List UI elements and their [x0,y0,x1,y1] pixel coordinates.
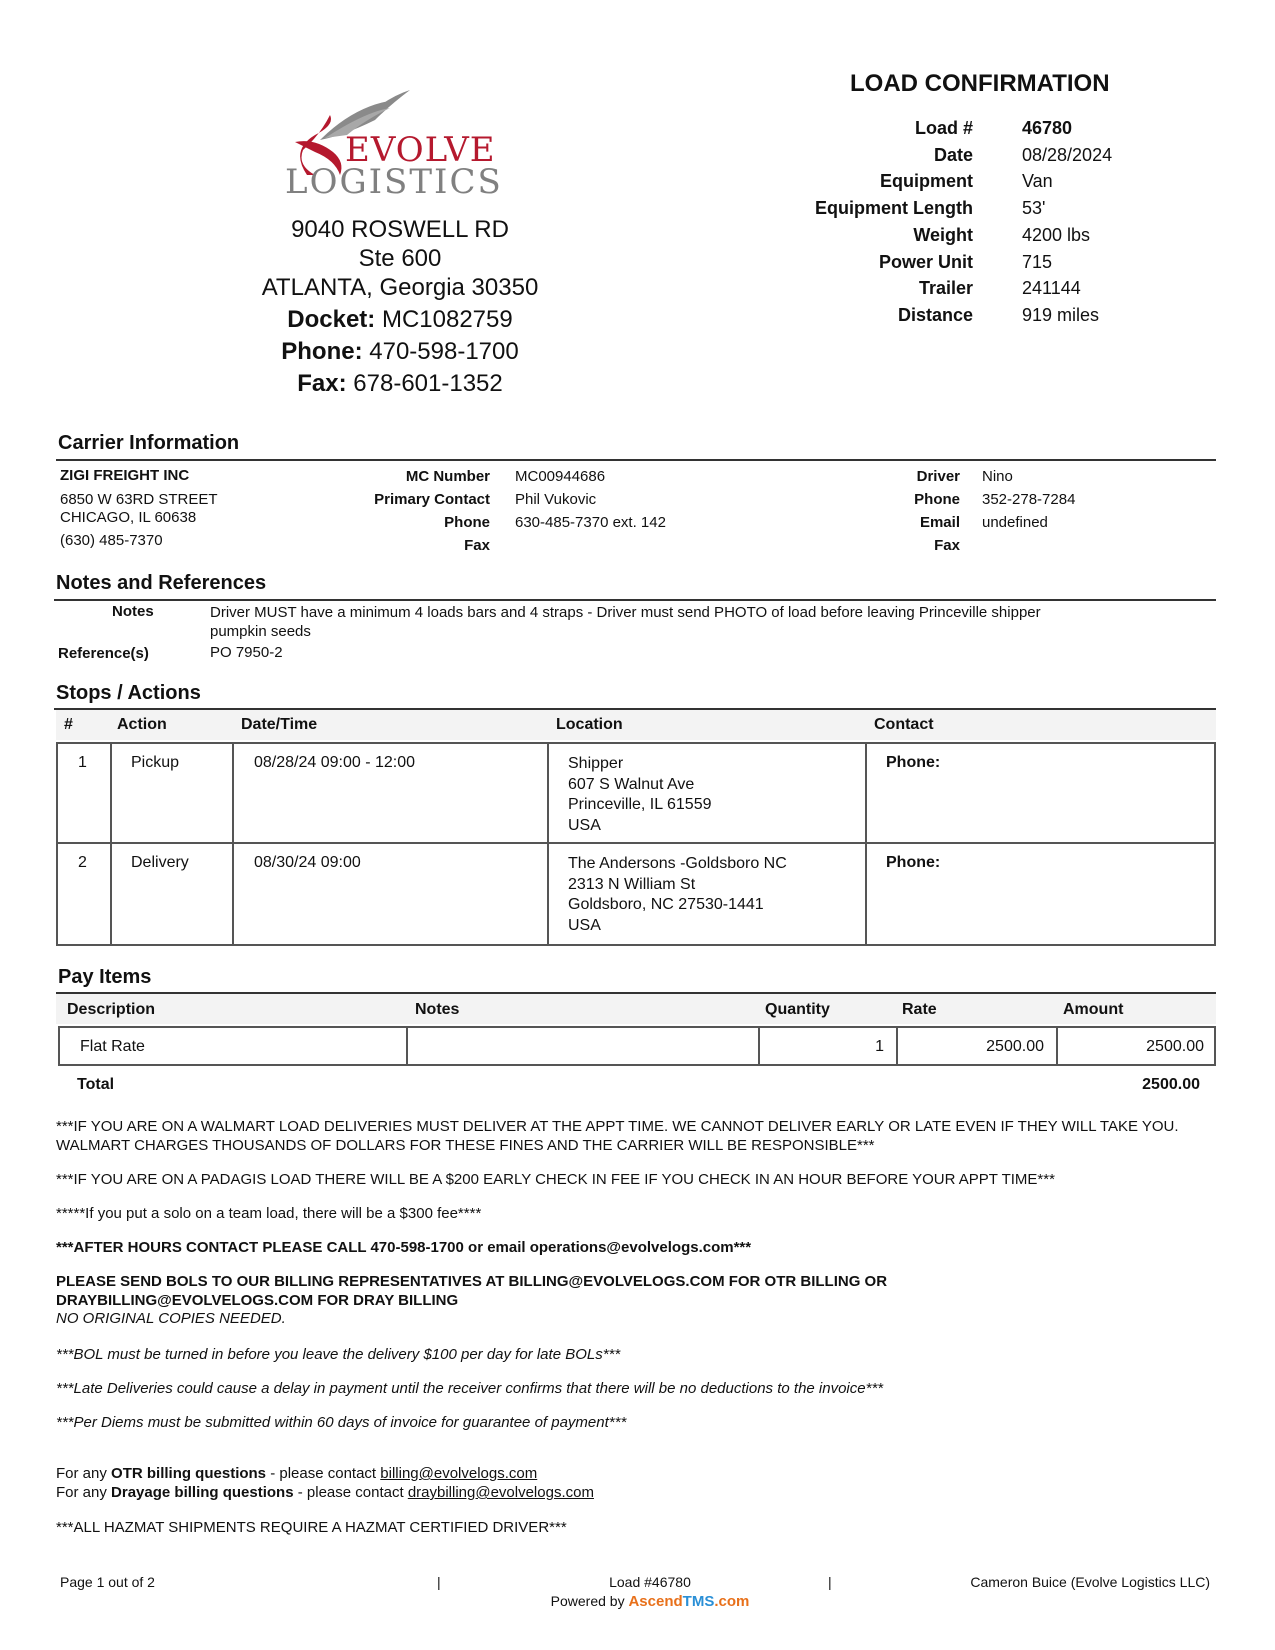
stops-header-contact: Contact [874,716,934,733]
pay-header-rate: Rate [902,1001,937,1018]
pay-quantity: 1 [875,1038,884,1055]
load-detail-value: 4200 lbs [1022,224,1091,245]
driver-values [982,465,1075,557]
stops-section-title: Stops / Actions [56,682,201,704]
stops-header-num: # [64,716,73,733]
pay-total-label: Total [77,1076,115,1093]
driver-email: undefined [982,514,1048,531]
load-detail-label: Load # [914,118,973,138]
load-detail-value: 08/28/2024 [1022,144,1113,165]
load-detail-row [810,222,1210,249]
stop-datetime: 08/30/24 09:00 [254,854,361,871]
phone-line: Phone: 470-598-1700 [281,338,519,365]
driver-name: Nino [982,468,1013,485]
stop-num: 2 [78,854,87,871]
stop-row [56,742,1216,844]
pay-section-title: Pay Items [58,966,152,988]
fax-line: Fax: 678-601-1352 [297,370,503,397]
carrier-name: ZIGI FREIGHT INC [60,467,190,484]
driver-labels: Driver Phone Email Fax [914,468,960,554]
primary-contact: Phil Vukovic [515,491,597,508]
load-detail-label: Weight [913,224,973,245]
footer-powered-by: Powered by AscendTMS.com [550,1593,750,1610]
term-hazmat: ***ALL HAZMAT SHIPMENTS REQUIRE A HAZMAT CERTIFIED DRIVER*** [56,1519,567,1536]
load-detail-row [810,142,1210,169]
notes-label: Notes [112,603,154,620]
stops-header-location: Location [556,716,623,733]
company-logo [285,80,515,205]
company-address [230,215,570,398]
mc-number: MC00944686 [515,468,606,485]
pay-header-quantity: Quantity [765,1001,830,1018]
term-late-deliveries: ***Late Deliveries could cause a delay in payment until the receiver confirms that there will be no deductions to the invoice*** [56,1380,884,1397]
term-walmart: ***IF YOU ARE ON A WALMART LOAD DELIVERIES MUST DELIVER AT THE APPT TIME. WE CANNOT DELIVER EARLY OR LATE EVEN IF THEY WILL TAKE YOU. WALMART CHARGES THOUSANDS OF DOLLARS FOR THESE FINES AND THE CARRIER WILL BE RESPONSIBLE*** [56,1118,1179,1154]
term-bol-late: ***BOL must be turned in before you leave the delivery $100 per day for late BOLs*** [56,1346,621,1363]
carrier-contact-values [515,465,666,557]
stop-num: 1 [78,754,87,771]
stops-header-action: Action [117,716,167,733]
load-detail-row [810,168,1210,195]
otr-billing-line: For any OTR billing questions - please contact billing@evolvelogs.com [56,1465,538,1482]
reference-label: Reference(s) [58,645,149,662]
carrier-address-2: CHICAGO, IL 60638 [60,509,197,526]
load-details [810,115,1210,329]
load-detail-value: 919 miles [1022,304,1100,325]
carrier-phone: (630) 485-7370 [60,532,163,549]
load-detail-row [810,195,1210,222]
address-line-3: ATLANTA, Georgia 30350 [261,274,539,301]
contact-phone: 630-485-7370 ext. 142 [515,514,666,531]
term-padagis: ***IF YOU ARE ON A PADAGIS LOAD THERE WILL BE A $200 EARLY CHECK IN FEE IF YOU CHECK IN AN HOUR BEFORE YOUR APPT TIME*** [56,1171,1055,1188]
load-detail-label: Equipment Length [815,198,973,219]
footer-sep-1: | [437,1574,441,1590]
load-detail-value: Van [1022,171,1053,192]
load-detail-row [810,115,1210,142]
logo-text-logistics: LOGISTICS [285,162,503,202]
load-detail-value: 241144 [1022,278,1081,299]
stop-row [56,842,1216,946]
stop-location: The Andersons -Goldsboro NC 2313 N William St Goldsboro, NC 27530-1441 USA [568,855,787,934]
term-per-diems: ***Per Diems must be submitted within 60 days of invoice for guarantee of payment*** [56,1414,627,1431]
term-bols: PLEASE SEND BOLS TO OUR BILLING REPRESENTATIVES AT BILLING@EVOLVELOGS.COM FOR OTR BILLING OR DRAYBILLING@EVOLVELOGS.COM FOR DRAY BILLING NO ORIGINAL COPIES NEEDED. [56,1273,888,1327]
footer-user: Cameron Buice (Evolve Logistics LLC) [970,1574,1210,1590]
address-line-2: Ste 600 [358,245,442,272]
docket-line: Docket: MC1082759 [287,306,513,333]
stop-contact: Phone: [886,754,941,771]
load-detail-label: Distance [897,304,973,325]
load-detail-row [810,249,1210,276]
pay-rate: 2500.00 [986,1038,1044,1055]
pay-header-amount: Amount [1063,1001,1124,1018]
pay-amount: 2500.00 [1146,1038,1204,1055]
otr-billing-email-link[interactable]: billing@evolvelogs.com [380,1465,538,1482]
carrier-block [60,465,218,551]
term-after-hours: ***AFTER HOURS CONTACT PLEASE CALL 470-598-1700 or email operations@evolvelogs.com*** [56,1239,752,1256]
load-detail-label: Equipment [880,171,973,192]
load-detail-label: Power Unit [878,251,973,272]
pay-header-notes: Notes [415,1001,460,1018]
load-detail-label: Date [933,144,973,165]
stops-header-datetime: Date/Time [241,716,318,733]
notes-text: Driver MUST have a minimum 4 loads bars and 4 straps - Driver must send PHOTO of load before leaving Princeville shipper pumpkin seeds [210,604,1041,640]
reference-value: PO 7950-2 [210,644,283,661]
dray-billing-line: For any Drayage billing questions - please contact draybilling@evolvelogs.com [56,1484,594,1501]
driver-phone: 352-278-7284 [982,491,1076,508]
term-solo: *****If you put a solo on a team load, there will be a $300 fee**** [56,1205,482,1222]
stop-contact: Phone: [886,854,941,871]
footer-sep-2: | [828,1574,832,1590]
footer-page: Page 1 out of 2 [60,1574,155,1590]
document-title: LOAD CONFIRMATION [850,70,1110,97]
load-detail-label: Trailer [918,278,973,299]
carrier-address-1: 6850 W 63RD STREET [60,491,218,508]
address-line-1: 9040 ROSWELL RD [291,216,509,243]
carrier-section-title: Carrier Information [58,432,240,454]
load-detail-row [810,275,1210,302]
stop-location: Shipper 607 S Walnut Ave Princeville, IL 61559 USA [568,755,712,834]
notes-section-title: Notes and References [56,572,267,594]
load-detail-value: 715 [1022,251,1053,272]
carrier-contact-labels: MC Number Primary Contact Phone Fax [374,468,490,554]
load-detail-value: 46780 [1022,118,1073,138]
pay-description: Flat Rate [80,1038,145,1055]
load-detail-row [810,302,1210,329]
ascendtms-logo: AscendTMS.com [628,1593,750,1610]
stop-action: Delivery [131,854,189,871]
dray-billing-email-link[interactable]: draybilling@evolvelogs.com [407,1484,594,1501]
logo-text-evolve: EVOLVE [345,130,496,170]
load-detail-value: 53' [1022,198,1046,219]
footer-load: Load #46780 [609,1574,691,1590]
pay-header-description: Description [67,1001,156,1018]
stop-action: Pickup [131,754,180,771]
pay-row [58,1026,1216,1066]
pay-total-value: 2500.00 [1142,1076,1200,1093]
stop-datetime: 08/28/24 09:00 - 12:00 [254,754,416,771]
